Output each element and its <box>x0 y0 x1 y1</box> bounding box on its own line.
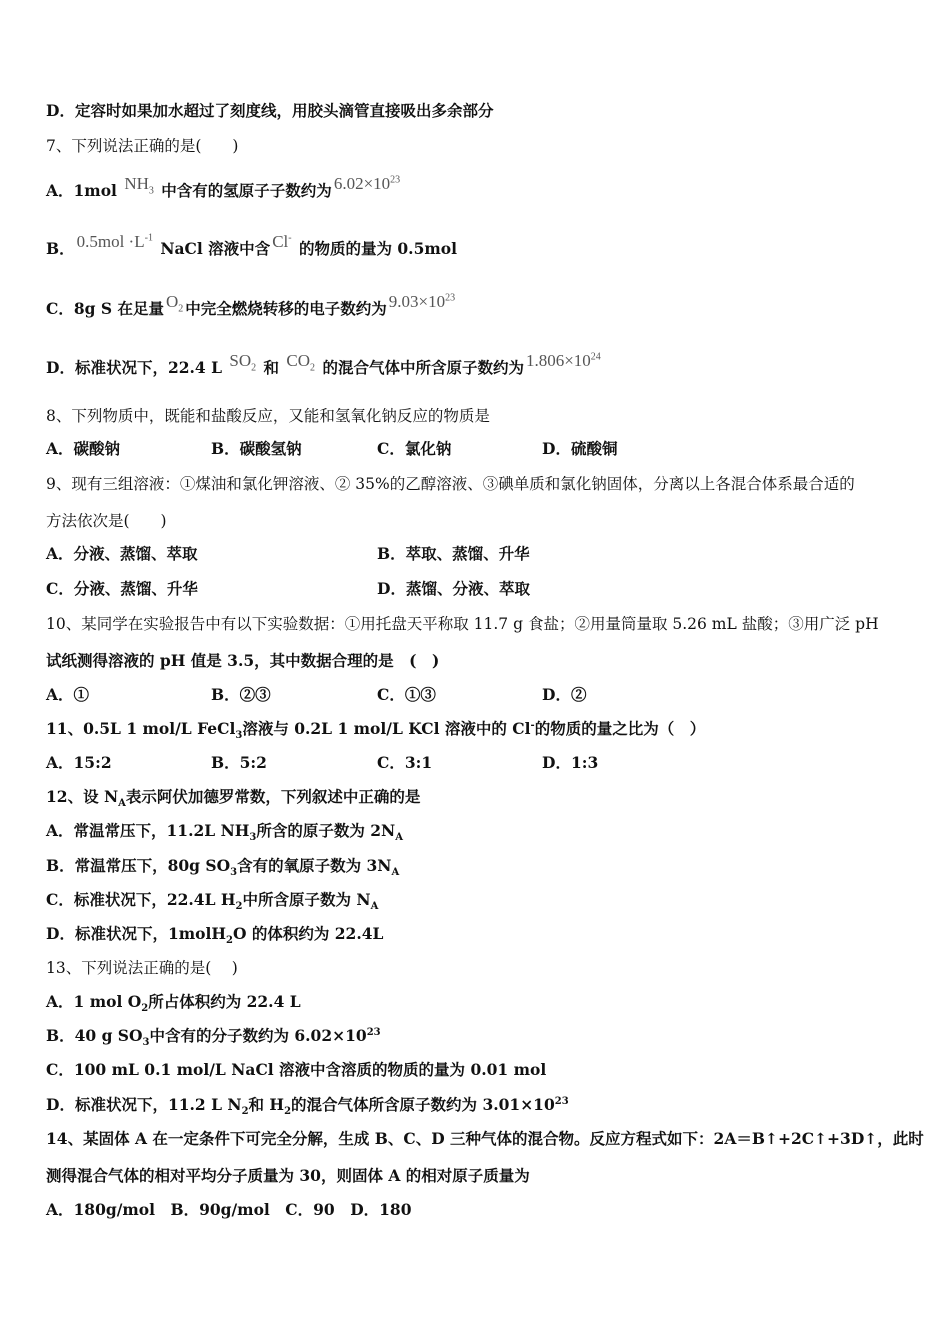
q13-d-pre: D．标准状况下，11.2 L N <box>46 1095 242 1114</box>
q12-c-sub: 2 <box>235 901 243 913</box>
q7-stem <box>46 135 910 157</box>
q9-option-a: A．分液、蒸馏、萃取 <box>46 544 198 563</box>
q7-a-pre: A．1mol <box>46 181 123 200</box>
q9-stem-line2 <box>46 510 910 532</box>
q12-stem-post: 表示阿伏加德罗常数，下列叙述中正确的是 <box>125 787 421 806</box>
q11-sup: - <box>530 719 535 731</box>
q13-d-sup: 23 <box>554 1095 569 1107</box>
q10-option-c: C．①③ <box>377 685 436 704</box>
q7-c-oxygen <box>164 292 185 315</box>
q6-option-d: D．定容时如果加水超过了刻度线，用胶头滴管直接吸出多余部分 <box>46 101 494 120</box>
q12-a-sub: 3 <box>249 832 257 844</box>
q7-a-formula <box>122 174 156 197</box>
q7-c-value <box>387 292 457 311</box>
q13-a-pre: A．1 mol O <box>46 992 142 1011</box>
q7-d-value <box>524 351 603 370</box>
q7-d-co-sub: 2 <box>310 362 316 374</box>
q11-stem <box>46 718 910 740</box>
q8-option-b: B．碳酸氢钠 <box>211 439 302 458</box>
q7-option-b <box>46 234 910 264</box>
q12-b-sub2: A <box>391 867 400 879</box>
q7-option-d <box>46 353 910 383</box>
q11-pre: 11、0.5L 1 mol/L FeCl <box>46 719 236 738</box>
q13-option-c: C．100 mL 0.1 mol/L NaCl 溶液中含溶质的物质的量为 0.01 mol <box>46 1060 547 1079</box>
q12-c-pre: C．标准状况下，22.4L H <box>46 890 236 909</box>
q9-option-d: D．蒸馏、分液、萃取 <box>377 579 530 598</box>
q13-d-sub2: 2 <box>284 1106 292 1118</box>
q7-d-so2 <box>227 351 258 374</box>
q13-b-pre: B．40 g SO <box>46 1026 143 1045</box>
q12-option-d <box>46 923 910 945</box>
q12-b-sub: 3 <box>230 867 238 879</box>
q11-option-c: C．3:1 <box>377 753 433 772</box>
q7-b-concentration <box>75 232 155 251</box>
q7-d-val: 1.806 <box>525 351 565 370</box>
q11-option-b: B．5:2 <box>211 753 267 772</box>
q13-option-d <box>46 1094 910 1116</box>
q13-d-sub: 2 <box>241 1106 249 1118</box>
q8-option-a: A．碳酸钠 <box>46 439 121 458</box>
q7-d-so-sub: 2 <box>251 362 257 374</box>
q12-stem-pre: 12、设 N <box>46 787 119 806</box>
q11-sub: 3 <box>235 730 243 742</box>
q12-option-b <box>46 855 910 877</box>
q13-a-sub: 2 <box>141 1003 149 1015</box>
q14-stem-line2 <box>46 1165 910 1187</box>
q13-option-a <box>46 991 910 1013</box>
q7-d-and: 和 <box>258 358 285 377</box>
q7-b-minus: - <box>288 232 292 244</box>
q10-option-a: A．① <box>46 685 90 704</box>
q12-stem-sub: A <box>118 798 126 810</box>
q7-c-pre: C．8g S 在足量 <box>46 299 164 318</box>
q13-b-sub: 3 <box>142 1037 150 1049</box>
q13-stem <box>46 957 910 979</box>
q10-line2-text: 试纸测得溶液的 pH 值是 3.5，其中数据合理的是 ( ) <box>46 651 440 670</box>
q7-b-chloride <box>270 232 293 251</box>
q14-options: A．180g/mol B．90g/mol C．90 D．180 <box>46 1200 412 1219</box>
q7-d-co2 <box>284 351 317 374</box>
q7-option-c <box>46 294 910 324</box>
q8-option-c: C．氯化钠 <box>377 439 452 458</box>
q12-c-sub2: A <box>370 901 379 913</box>
q14-line1-text: 14、某固体 A 在一定条件下可完全分解，生成 B、C、D 三种气体的混合物。反应方程式如下：2A＝B↑+2C↑+3D↑，此时 <box>46 1129 924 1148</box>
q9-line1-text: 9、现有三组溶液：①煤油和氯化钾溶液、② 35%的乙醇溶液、③碘单质和氯化钠固体，分离以上各混合体系最合适的 <box>46 475 855 493</box>
q12-a-pre: A．常温常压下，11.2L NH <box>46 821 250 840</box>
q9-line2-text: 方法依次是( ) <box>46 512 167 530</box>
q8-stem-text: 8、下列物质中，既能和盐酸反应，又能和氢氧化钠反应的物质是 <box>46 407 490 425</box>
q14-stem-line1 <box>46 1128 924 1150</box>
q7-a-value <box>332 174 402 193</box>
q7-a-mid: 中含有的氢原子子数约为 <box>155 181 332 200</box>
q8-option-d: D．硫酸铜 <box>542 439 618 458</box>
q11-post: 的物质的量之比为（ ） <box>534 719 706 738</box>
q7-d-mid: 的混合气体中所含原子数约为 <box>317 358 524 377</box>
q13-a-post: 所占体积约为 22.4 L <box>148 992 301 1011</box>
q7-c-exp: 23 <box>445 292 456 304</box>
q12-d-sub: 2 <box>226 935 233 947</box>
q9-option-c: C．分液、蒸馏、升华 <box>46 579 198 598</box>
q10-option-d: D．② <box>542 685 587 704</box>
q8-stem <box>46 405 910 427</box>
q10-option-b: B．②③ <box>211 685 271 704</box>
q7-c-o: O <box>165 292 179 311</box>
q7-d-pre: D．标准状况下，22.4 L <box>46 358 228 377</box>
q7-b-post: 的物质的量为 0.5mol <box>293 239 457 258</box>
q7-a-nh: NH <box>124 174 149 193</box>
q7-a-x: ×10 <box>363 174 391 193</box>
q13-b-mid: 中含有的分子数约为 6.02×10 <box>149 1026 367 1045</box>
q13-d-mid: 和 H <box>248 1095 285 1114</box>
q7-b-cl: Cl <box>272 232 289 251</box>
q7-c-val: 9.03 <box>388 292 419 311</box>
q12-option-c <box>46 889 910 911</box>
q14-line2-text: 测得混合气体的相对平均分子质量为 30，则固体 A 的相对原子质量为 <box>46 1166 530 1185</box>
q10-stem-line2 <box>46 650 910 672</box>
q7-c-sub2: 2 <box>178 303 184 315</box>
q7-d-so: SO <box>229 351 252 370</box>
q12-stem <box>46 786 910 808</box>
q12-b-mid: 含有的氧原子数为 3N <box>237 856 392 875</box>
q7-a-exp: 23 <box>390 174 401 186</box>
q7-b-neg1: -1 <box>144 232 153 244</box>
q13-d-post: 的混合气体所含原子数约为 3.01×10 <box>291 1095 555 1114</box>
q12-a-mid: 所含的原子数为 2N <box>256 821 396 840</box>
q7-b-pre: B． <box>46 239 75 258</box>
q7-b-mid: NaCl 溶液中含 <box>154 239 271 258</box>
q7-b-conc: 0.5mol ·L <box>76 232 145 251</box>
q7-d-x: ×10 <box>564 351 591 370</box>
q12-c-mid: 中所含原子数为 N <box>242 890 371 909</box>
q7-a-sub3: 3 <box>148 185 154 197</box>
q7-a-val: 6.02 <box>333 174 364 193</box>
q11-option-d: D．1:3 <box>542 753 599 772</box>
q11-mid: 溶液与 0.2L 1 mol/L KCl 溶液中的 Cl <box>242 719 531 738</box>
q7-d-co: CO <box>286 351 311 370</box>
q12-b-pre: B．常温常压下，80g SO <box>46 856 231 875</box>
q12-d-pre: D．标准状况下，1molH <box>46 924 226 943</box>
q13-option-b <box>46 1025 910 1047</box>
q7-d-exp: 24 <box>590 351 601 363</box>
q13-b-sup: 23 <box>366 1026 381 1038</box>
q7-option-a <box>46 176 910 206</box>
q9-option-b: B．萃取、蒸馏、升华 <box>377 544 530 563</box>
q10-stem-line1 <box>46 613 910 635</box>
q10-line1-text: 10、某同学在实验报告中有以下实验数据：①用托盘天平称取 11.7 g 食盐；②用量筒量取 5.26 mL 盐酸；③用广泛 pH <box>46 615 879 633</box>
q12-option-a <box>46 820 910 842</box>
q12-a-sub2: A <box>395 832 403 844</box>
q7-c-x: ×10 <box>418 292 446 311</box>
q7-c-mid: 中完全燃烧转移的电子数约为 <box>185 299 387 318</box>
q12-d-post: O 的体积约为 22.4L <box>232 924 384 943</box>
q7-stem-text: 7、下列说法正确的是( ) <box>46 137 239 155</box>
q9-stem-line1 <box>46 473 910 495</box>
q13-stem-text: 13、下列说法正确的是( ) <box>46 959 238 977</box>
q11-option-a: A．15:2 <box>46 753 112 772</box>
